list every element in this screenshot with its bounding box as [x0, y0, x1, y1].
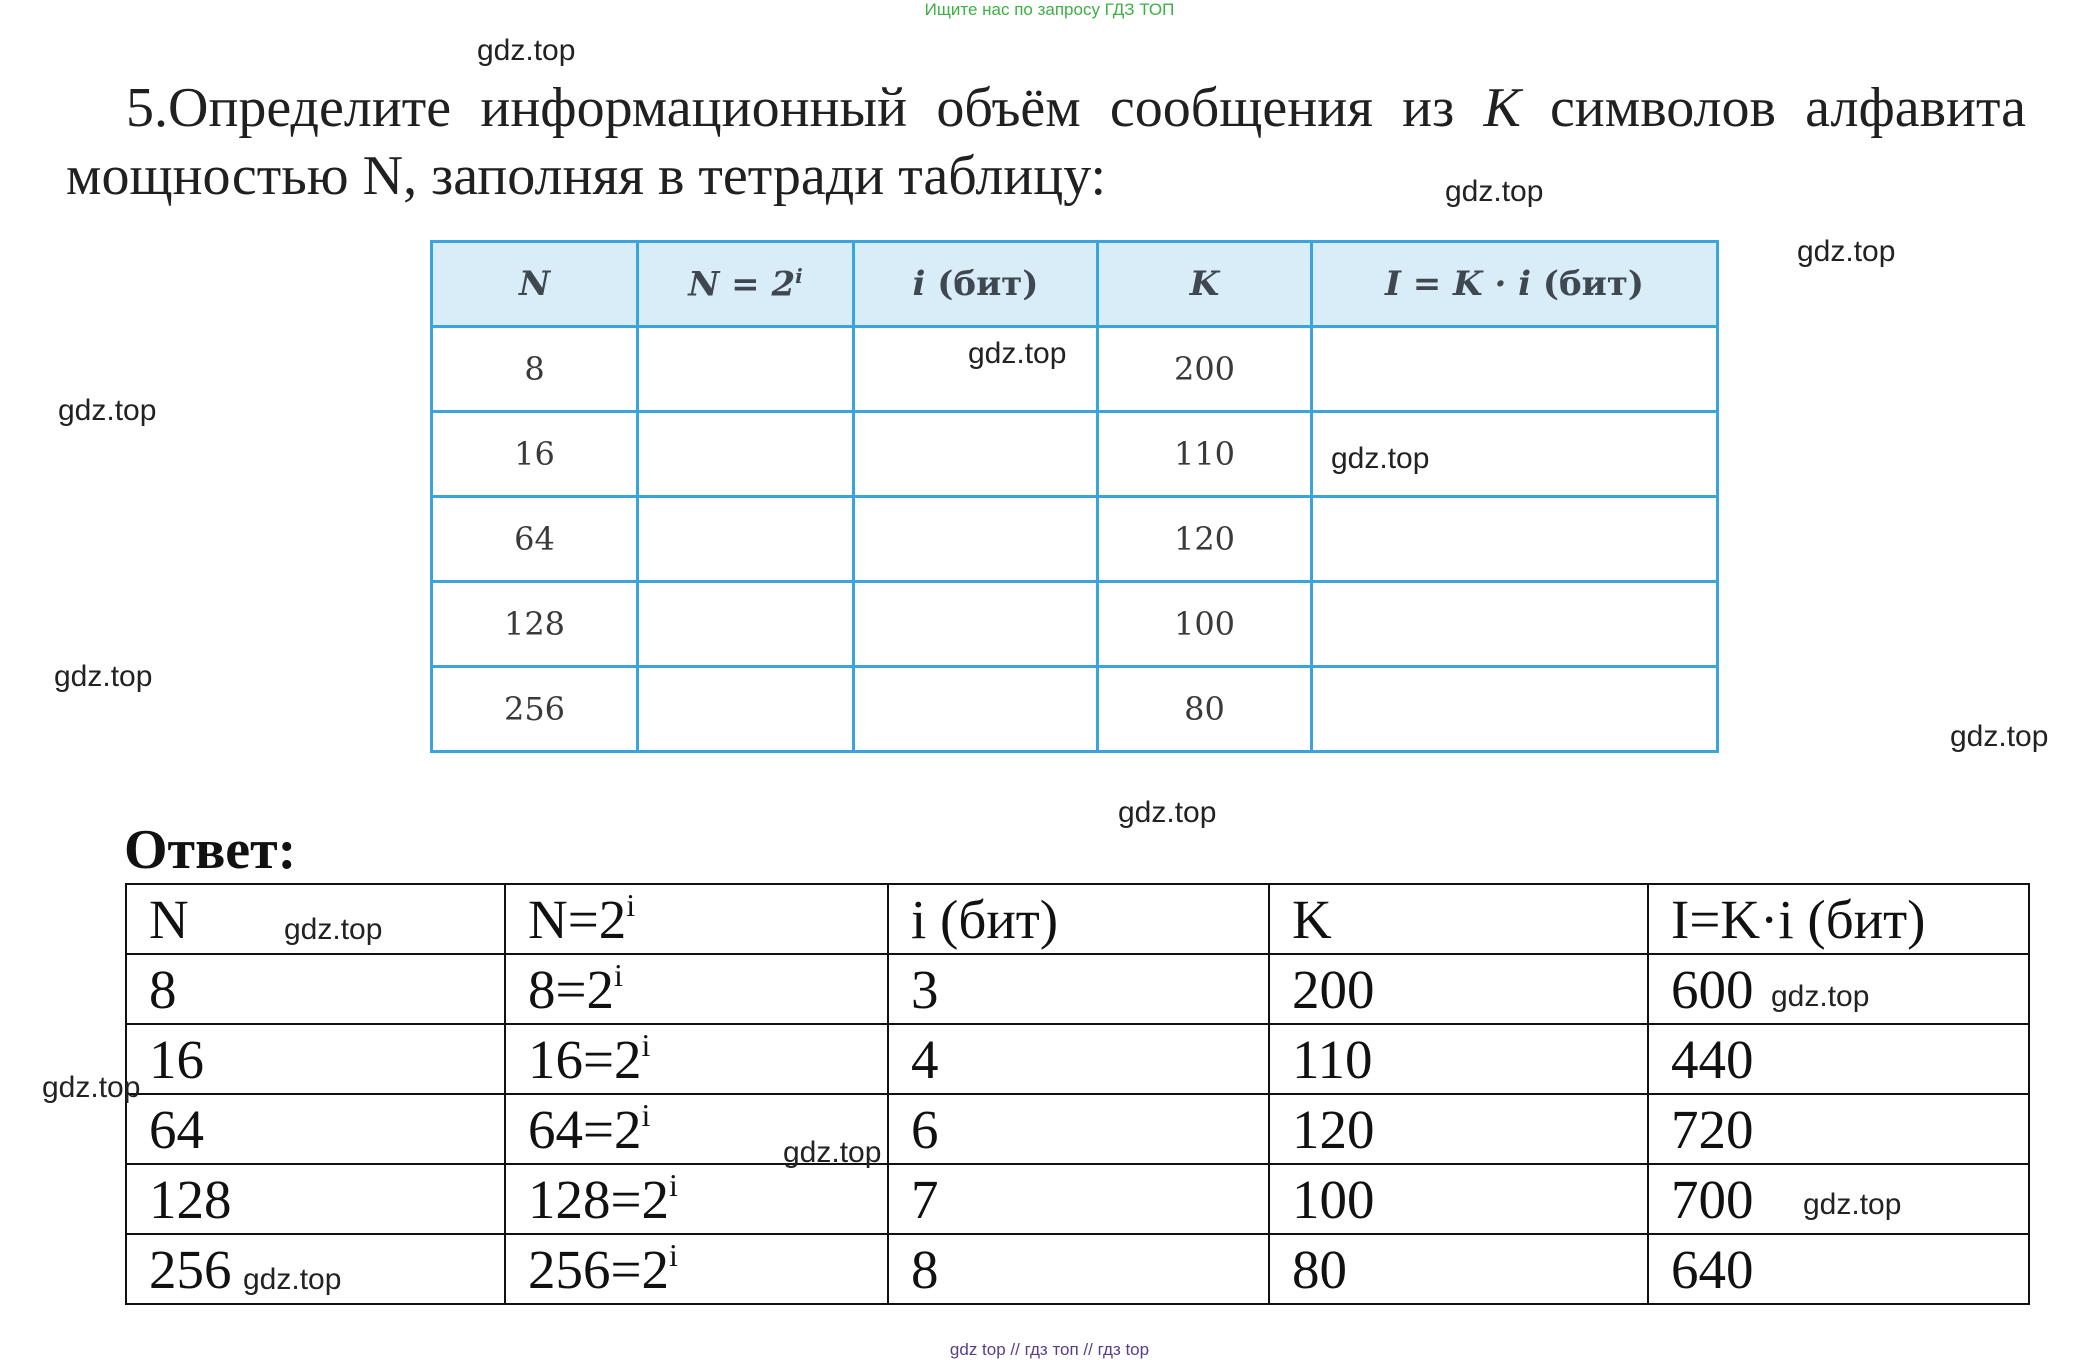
watermark: gdz.top [54, 660, 153, 693]
cell-n: 256 [432, 667, 638, 752]
answer-cell-i: 3 [888, 954, 1269, 1024]
answer-row [126, 1164, 2029, 1234]
header-n-power-base: N = 2 [688, 264, 796, 305]
answer-header-n-power [505, 884, 888, 954]
answer-cell-power [505, 1164, 888, 1234]
cell-empty [638, 667, 854, 752]
textbook-table-header [432, 242, 1718, 327]
answer-header-i: i (бит) [888, 884, 1269, 954]
answer-cell-k: 80 [1269, 1234, 1648, 1304]
cell-empty [854, 667, 1098, 752]
answer-power-base: 128=2 [528, 1168, 670, 1230]
cell-empty [638, 412, 854, 497]
cell-empty [638, 582, 854, 667]
answer-header-row [126, 884, 2029, 954]
cell-k: 120 [1098, 497, 1312, 582]
answer-row [126, 1094, 2029, 1164]
watermark: gdz.top [1803, 1188, 1902, 1221]
cell-empty [854, 497, 1098, 582]
cell-empty [638, 497, 854, 582]
answer-cell-power [505, 1234, 888, 1304]
watermark: gdz.top [1445, 175, 1544, 208]
answer-title: Ответ: [124, 819, 297, 881]
textbook-table [430, 240, 1719, 753]
answer-cell-i: 6 [888, 1094, 1269, 1164]
answer-cell-info: 720 [1648, 1094, 2029, 1164]
header-i-bits [854, 242, 1098, 327]
table-row [432, 497, 1718, 582]
cell-empty [638, 327, 854, 412]
answer-cell-k: 120 [1269, 1094, 1648, 1164]
search-banner: Ищите нас по запросу ГДЗ ТОП [924, 0, 1175, 19]
answer-cell-n: 128 [126, 1164, 505, 1234]
watermark: gdz.top [968, 337, 1067, 370]
answer-cell-power [505, 954, 888, 1024]
cell-n: 64 [432, 497, 638, 582]
cell-n: 16 [432, 412, 638, 497]
answer-power-exp: i [614, 956, 623, 993]
answer-row [126, 1234, 2029, 1304]
cell-empty [854, 582, 1098, 667]
answer-power-exp: i [641, 1096, 651, 1133]
cell-k: 200 [1098, 327, 1312, 412]
answer-cell-info: 640 [1648, 1234, 2029, 1304]
table-row [432, 327, 1718, 412]
header-i-unit: (бит) [925, 264, 1039, 304]
answer-cell-i: 7 [888, 1164, 1269, 1234]
watermark: gdz.top [1797, 235, 1896, 268]
watermark: gdz.top [243, 1263, 342, 1296]
header-i-var: i [912, 264, 926, 304]
header-n-power-exp: i [795, 263, 803, 288]
watermark: gdz.top [284, 913, 383, 946]
answer-header-n-power-exp: i [626, 886, 636, 923]
task-statement [66, 74, 2026, 210]
answer-cell-k: 100 [1269, 1164, 1648, 1234]
watermark: gdz.top [42, 1071, 141, 1104]
cell-empty [854, 412, 1098, 497]
answer-power-base: 64=2 [528, 1098, 642, 1160]
watermark: gdz.top [1771, 980, 1870, 1013]
answer-header-n: N [126, 884, 505, 954]
task-text-end: символов алфавита мощностью N, заполняя в тетради таблицу: [66, 77, 2027, 207]
watermark: gdz.top [477, 34, 576, 67]
answer-header-k: K [1269, 884, 1648, 954]
cell-k: 110 [1098, 412, 1312, 497]
answer-cell-n: 64 [126, 1094, 505, 1164]
header-formula: I = K · i [1384, 264, 1532, 304]
answer-cell-info: 600 [1648, 954, 2029, 1024]
answer-header-info: I=K·i (бит) [1648, 884, 2029, 954]
table-row [432, 667, 1718, 752]
cell-k: 100 [1098, 582, 1312, 667]
answer-power-base: 8=2 [528, 958, 615, 1020]
answer-cell-n: 8 [126, 954, 505, 1024]
answer-power-base: 256=2 [528, 1238, 670, 1300]
cell-empty [1312, 497, 1718, 582]
watermark: gdz.top [1950, 720, 2049, 753]
answer-row [126, 954, 2029, 1024]
table-row [432, 582, 1718, 667]
answer-cell-power [505, 1024, 888, 1094]
watermark: gdz.top [58, 394, 157, 427]
answer-cell-n: 16 [126, 1024, 505, 1094]
answer-header-n-power-base: N=2 [528, 888, 627, 950]
table-row [432, 412, 1718, 497]
cell-empty [1312, 327, 1718, 412]
task-text [66, 74, 2026, 210]
answer-cell-k: 200 [1269, 954, 1648, 1024]
cell-n: 128 [432, 582, 638, 667]
watermark: gdz.top [1118, 796, 1217, 829]
answer-row [126, 1024, 2029, 1094]
answer-cell-i: 4 [888, 1024, 1269, 1094]
header-n-power [638, 242, 854, 327]
task-text-start: 5.Определите информационный объём сообщения из [126, 77, 1484, 139]
header-n: N [432, 242, 638, 327]
header-formula-unit: (бит) [1531, 264, 1645, 304]
header-info-volume [1312, 242, 1718, 327]
answer-power-exp: i [669, 1166, 678, 1203]
answer-cell-info: 440 [1648, 1024, 2029, 1094]
cell-empty [1312, 582, 1718, 667]
answer-power-exp: i [641, 1026, 651, 1063]
answer-cell-k: 110 [1269, 1024, 1648, 1094]
answer-cell-i: 8 [888, 1234, 1269, 1304]
cell-empty [1312, 667, 1718, 752]
answer-cell-info: 700 [1648, 1164, 2029, 1234]
watermark: gdz.top [1331, 442, 1430, 475]
footer-links: gdz top // гдз топ // гдз top [949, 1340, 1150, 1359]
answer-power-exp: i [669, 1236, 678, 1273]
watermark: gdz.top [783, 1136, 882, 1169]
task-k-variable: К [1483, 77, 1521, 139]
answer-power-base: 16=2 [528, 1028, 642, 1090]
cell-n: 8 [432, 327, 638, 412]
answer-cell-n: 256 [126, 1234, 505, 1304]
header-k: K [1098, 242, 1312, 327]
answer-table [125, 883, 2030, 1305]
cell-k: 80 [1098, 667, 1312, 752]
